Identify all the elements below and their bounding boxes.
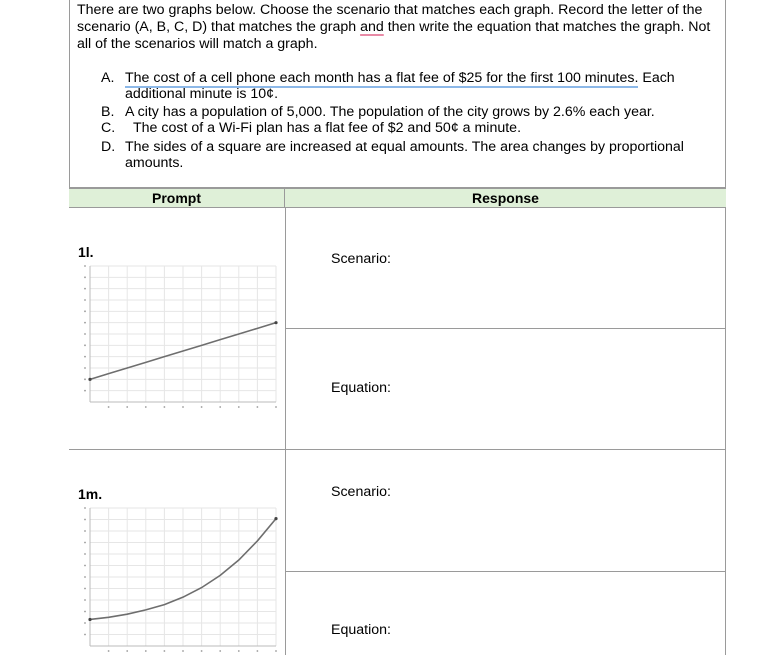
x-tick-mark [108,650,110,652]
y-tick-mark [84,265,86,267]
data-point [88,618,91,621]
x-tick-mark [238,406,240,408]
y-tick-mark [84,507,86,509]
y-tick-mark [84,310,86,312]
graph-1l [80,262,285,410]
y-tick-mark [84,344,86,346]
x-tick-mark [219,650,221,652]
header-response: Response [285,188,726,208]
x-tick-mark [275,406,277,408]
question-label-1l: 1l. [78,244,94,260]
x-tick-mark [275,650,277,652]
x-tick-mark [108,406,110,408]
x-tick-mark [126,406,128,408]
data-point [88,378,91,381]
equation-field-1m[interactable]: Equation: [331,622,391,638]
y-tick-mark [84,611,86,613]
y-tick-mark [84,299,86,301]
y-tick-mark [84,333,86,335]
column-divider [285,208,286,655]
x-tick-mark [145,650,147,652]
row-divider [285,571,726,572]
x-tick-mark [164,406,166,408]
data-point [274,517,277,520]
y-tick-mark [84,519,86,521]
y-tick-mark [84,530,86,532]
instructions-text: There are two graphs below. Choose the scenario that matches each graph. Record the letter of the scenario (A, B, C, D) that matches the graph and then write the equation that matches the graph. Not all of the scenarios will match a graph. [77,2,711,52]
x-tick-mark [201,406,203,408]
x-tick-mark [257,650,259,652]
question-label-1m: 1m. [78,486,103,502]
y-tick-mark [84,634,86,636]
equation-field-1l[interactable]: Equation: [331,380,391,396]
y-tick-mark [84,367,86,369]
x-tick-mark [238,650,240,652]
y-tick-mark [84,622,86,624]
y-tick-mark [84,356,86,358]
y-tick-mark [84,322,86,324]
x-tick-mark [164,650,166,652]
y-tick-mark [84,588,86,590]
y-tick-mark [84,276,86,278]
y-tick-mark [84,553,86,555]
x-tick-mark [219,406,221,408]
y-tick-mark [84,565,86,567]
x-tick-mark [182,650,184,652]
data-point [274,321,277,324]
row-divider [69,449,726,450]
y-tick-mark [84,390,86,392]
x-tick-mark [257,406,259,408]
y-tick-mark [84,599,86,601]
header-prompt: Prompt [69,188,285,208]
row-divider [285,328,726,329]
x-tick-mark [201,650,203,652]
y-tick-mark [84,378,86,380]
y-tick-mark [84,576,86,578]
y-tick-mark [84,542,86,544]
x-tick-mark [126,650,128,652]
graph-1m [80,504,285,655]
scenario-field-1l[interactable]: Scenario: [331,251,391,267]
x-tick-mark [182,406,184,408]
scenario-field-1m[interactable]: Scenario: [331,484,391,500]
spellcheck-word: and [360,19,384,35]
grammar-highlight: The cost of a cell phone each month has a flat fee of $25 for the first 100 minutes. [125,70,639,86]
y-tick-mark [84,288,86,290]
x-tick-mark [145,406,147,408]
